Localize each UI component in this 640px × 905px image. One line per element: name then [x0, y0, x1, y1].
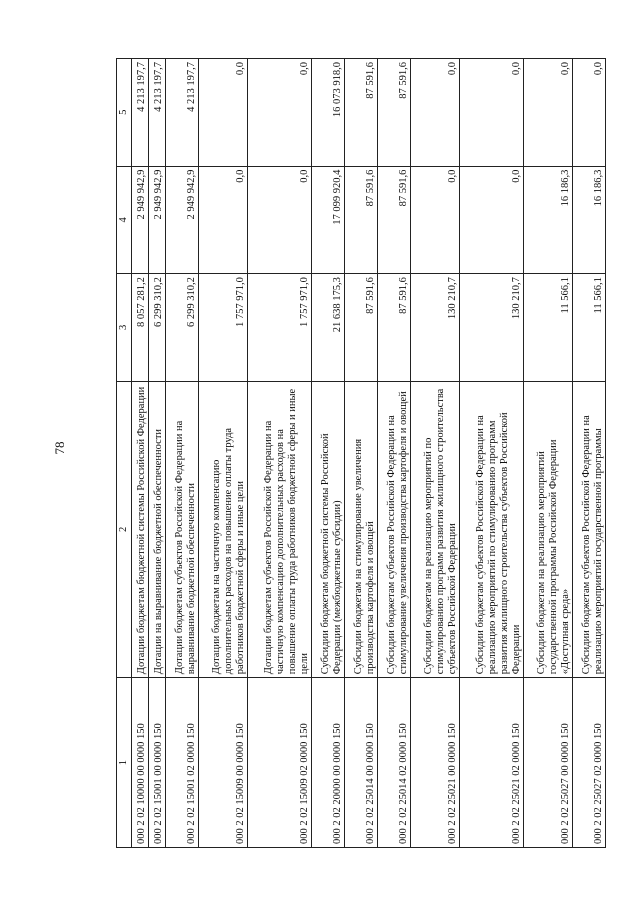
- value-cell: 130 210,7: [459, 274, 524, 382]
- value-cell: 1 757 971,0: [247, 274, 312, 382]
- value-cell: 87 591,6: [378, 274, 411, 382]
- value-cell: 4 213 197,7: [132, 59, 149, 167]
- value-cell: 0,0: [411, 59, 460, 167]
- column-header: 2: [117, 381, 132, 678]
- value-cell: 16 186,3: [572, 166, 605, 274]
- value-cell: 0,0: [199, 166, 248, 274]
- description-cell: Субсидии бюджетам на стимулирование увеличения производства картофеля и овощей: [345, 381, 378, 678]
- table-row: [459, 59, 524, 848]
- value-cell: 0,0: [459, 59, 524, 167]
- value-cell: 6 299 310,2: [149, 274, 166, 382]
- column-header: 1: [117, 678, 132, 848]
- value-cell: 0,0: [247, 59, 312, 167]
- description-cell: Субсидии бюджетам субъектов Российской Федерации на стимулирование увеличения производства картофеля и овощей: [378, 381, 411, 678]
- description-cell: Субсидии бюджетам бюджетной системы Российской Федерации (межбюджетные субсидии): [312, 381, 345, 678]
- value-cell: 17 099 920,4: [312, 166, 345, 274]
- value-cell: 0,0: [459, 166, 524, 274]
- budget-code-cell: 000 2 02 25014 00 0000 150: [345, 678, 378, 848]
- budget-code-cell: 000 2 02 25027 00 0000 150: [524, 678, 573, 848]
- table-row: [199, 59, 248, 848]
- value-cell: 0,0: [411, 166, 460, 274]
- value-cell: 11 566,1: [572, 274, 605, 382]
- budget-code-cell: 000 2 02 25014 02 0000 150: [378, 678, 411, 848]
- value-cell: 2 949 942,9: [166, 166, 199, 274]
- value-cell: 2 949 942,9: [132, 166, 149, 274]
- value-cell: 0,0: [572, 59, 605, 167]
- description-cell: Субсидии бюджетам на реализацию мероприятий государственной программы Российской Федерации «Доступная среда»: [524, 381, 573, 678]
- value-cell: 16 186,3: [524, 166, 573, 274]
- value-cell: 0,0: [199, 59, 248, 167]
- table-row: [411, 59, 460, 848]
- table-row: [378, 59, 411, 848]
- description-cell: Субсидии бюджетам субъектов Российской Федерации на реализацию мероприятий государственной программы: [572, 381, 605, 678]
- value-cell: 16 073 918,0: [312, 59, 345, 167]
- table-header-row: [117, 59, 132, 848]
- value-cell: 8 057 281,2: [132, 274, 149, 382]
- column-header: 3: [117, 274, 132, 382]
- budget-code-cell: 000 2 02 15009 00 0000 150: [199, 678, 248, 848]
- table-body: [132, 59, 606, 848]
- table-row: [247, 59, 312, 848]
- budget-code-cell: 000 2 02 25027 02 0000 150: [572, 678, 605, 848]
- description-cell: Субсидии бюджетам субъектов Российской Федерации на реализацию мероприятий по стимулированию программ развития жилищного строительства субъектов Российской Федерации: [459, 381, 524, 678]
- description-cell: Дотации бюджетам на частичную компенсацию дополнительных расходов на повышение оплаты труда работников бюджетной сферы и иные цели: [199, 381, 248, 678]
- value-cell: 87 591,6: [378, 166, 411, 274]
- rotated-table-wrapper: [116, 58, 606, 848]
- value-cell: 4 213 197,7: [149, 59, 166, 167]
- description-cell: Дотации на выравнивание бюджетной обеспеченности: [149, 381, 166, 678]
- value-cell: 2 949 942,9: [149, 166, 166, 274]
- value-cell: 6 299 310,2: [166, 274, 199, 382]
- value-cell: 130 210,7: [411, 274, 460, 382]
- column-header: 5: [117, 59, 132, 167]
- description-cell: Дотации бюджетам субъектов Российской Федерации на частичную компенсацию дополнительных расходов на повышение оплаты труда работников бюджетной сферы и иные цели: [247, 381, 312, 678]
- table-row: [166, 59, 199, 848]
- table-row: [345, 59, 378, 848]
- value-cell: 1 757 971,0: [199, 274, 248, 382]
- value-cell: 87 591,6: [345, 166, 378, 274]
- budget-code-cell: 000 2 02 15001 00 0000 150: [149, 678, 166, 848]
- budget-revenue-table: [116, 58, 606, 848]
- column-header: 4: [117, 166, 132, 274]
- budget-code-cell: 000 2 02 10000 00 0000 150: [132, 678, 149, 848]
- budget-code-cell: 000 2 02 25021 00 0000 150: [411, 678, 460, 848]
- table-row: [312, 59, 345, 848]
- description-cell: Дотации бюджетам субъектов Российской Федерации на выравнивание бюджетной обеспеченности: [166, 381, 199, 678]
- value-cell: 0,0: [247, 166, 312, 274]
- value-cell: 4 213 197,7: [166, 59, 199, 167]
- budget-code-cell: 000 2 02 25021 02 0000 150: [459, 678, 524, 848]
- table-row: [149, 59, 166, 848]
- page-number: 78: [52, 441, 67, 455]
- value-cell: 0,0: [524, 59, 573, 167]
- budget-code-cell: 000 2 02 20000 00 0000 150: [312, 678, 345, 848]
- budget-code-cell: 000 2 02 15001 02 0000 150: [166, 678, 199, 848]
- value-cell: 11 566,1: [524, 274, 573, 382]
- value-cell: 21 638 175,3: [312, 274, 345, 382]
- table-container: [116, 58, 606, 848]
- description-cell: Дотации бюджетам бюджетной системы Российской Федерации: [132, 381, 149, 678]
- value-cell: 87 591,6: [345, 274, 378, 382]
- table-row: [524, 59, 573, 848]
- value-cell: 87 591,6: [345, 59, 378, 167]
- budget-code-cell: 000 2 02 15009 02 0000 150: [247, 678, 312, 848]
- table-row: [572, 59, 605, 848]
- description-cell: Субсидии бюджетам на реализацию мероприятий по стимулированию программ развития жилищного строительства субъектов Российской Федерации: [411, 381, 460, 678]
- table-row: [132, 59, 149, 848]
- value-cell: 87 591,6: [378, 59, 411, 167]
